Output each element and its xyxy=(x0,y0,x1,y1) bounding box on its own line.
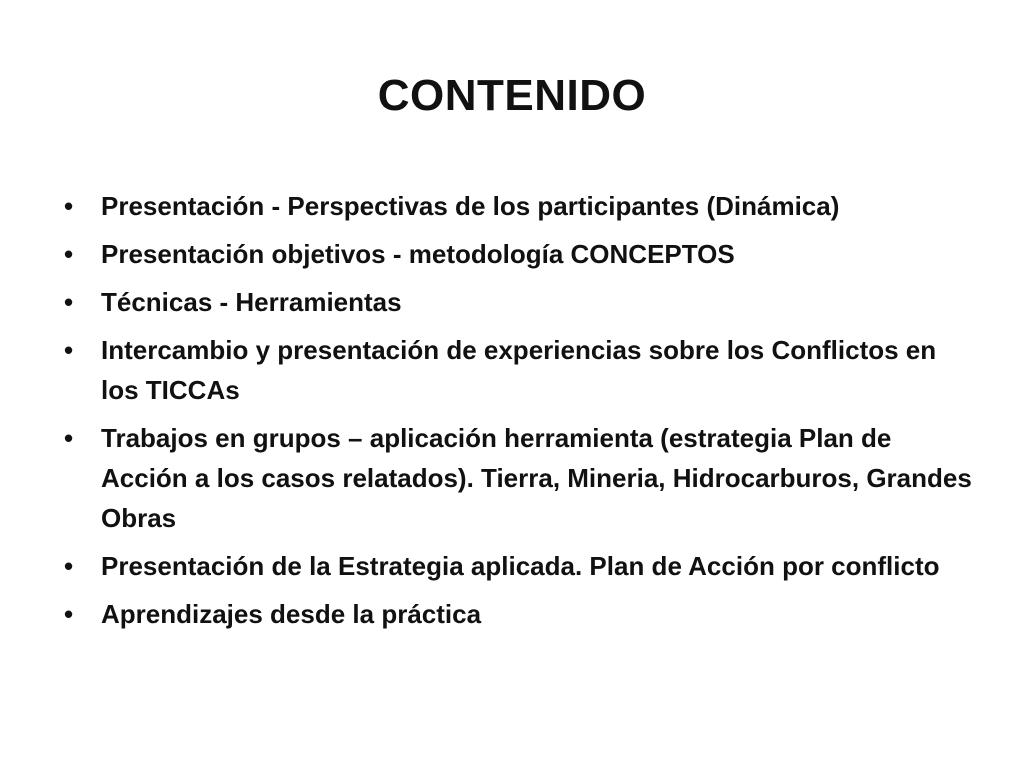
bullet-icon: • xyxy=(64,551,74,581)
list-item-text: Trabajos en grupos – aplicación herramienta (estrategia Plan de Acción a los casos relatados). Tierra, Mineria, Hidrocarburos, Grandes Obras xyxy=(101,423,972,533)
list-item-text: Aprendizajes desde la práctica xyxy=(101,599,482,629)
bullet-icon: • xyxy=(64,239,74,269)
list-item-text: Presentación - Perspectivas de los participantes (Dinámica) xyxy=(101,191,840,221)
slide-title: CONTENIDO xyxy=(377,71,647,120)
bullet-icon: • xyxy=(64,335,74,365)
bullet-icon: • xyxy=(64,423,74,453)
bullet-icon: • xyxy=(64,191,74,221)
bullet-icon: • xyxy=(64,287,74,317)
list-item xyxy=(60,546,980,586)
list-item-text: Presentación objetivos - metodología CONCEPTOS xyxy=(101,239,735,269)
list-item xyxy=(60,418,980,538)
list-item xyxy=(60,594,980,634)
list-item xyxy=(60,234,980,274)
list-item xyxy=(60,282,980,322)
content-list xyxy=(60,186,980,642)
list-item-text: Presentación de la Estrategia aplicada. Plan de Acción por conflicto xyxy=(101,551,940,581)
bullet-icon: • xyxy=(64,599,74,629)
list-item-text: Intercambio y presentación de experiencias sobre los Conflictos en los TICCAs xyxy=(101,335,937,405)
list-item-text: Técnicas - Herramientas xyxy=(101,287,402,317)
list-item xyxy=(60,186,980,226)
list-item xyxy=(60,330,980,410)
